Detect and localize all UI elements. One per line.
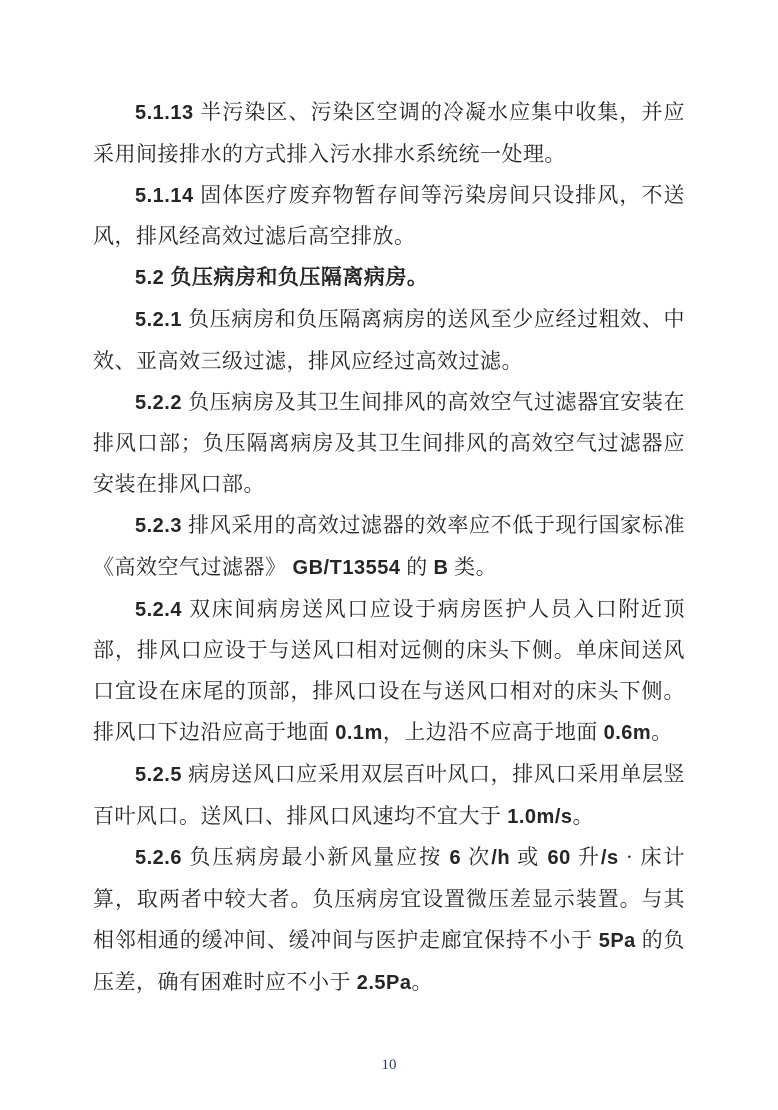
latin-number-run: 5.2.4 [135,598,190,621]
chinese-text-run: 。 [572,803,595,828]
chinese-text-run: 排风采用的高效过滤器的效率应不低于现行国家标准《高效空气过滤器》 [93,512,686,579]
paragraph [93,837,685,1003]
latin-number-run: 2.5Pa [356,971,412,994]
paragraph [93,505,685,589]
chinese-text-run: 的 [400,554,434,579]
latin-number-run: 5.1.14 [135,184,201,207]
chinese-text-run: 固体医疗废弃物暂存间等污染房间只设排风，不送风，排风经高效过滤后高空排放。 [93,182,686,249]
latin-number-run: 60 [547,847,571,870]
chinese-text-run: 负压病房及其卫生间排风的高效空气过滤器宜安装在排风口部；负压隔离病房及其卫生间排风的高效空气过滤器应安装在排风口部。 [93,389,686,497]
chinese-text-run: 负压病房最小新风量应按 [189,845,450,870]
chinese-text-run: 的负压差，确有困难时应不小于 [93,927,686,994]
latin-number-run: 5.2.2 [135,391,189,414]
latin-number-run: 6 [449,847,462,870]
chinese-text-run: 。 [411,969,434,994]
document-body [93,92,685,1004]
chinese-text-run: · 床计算，取两者中较大者。负压病房宜设置微压差显示装置。与其相邻相通的缓冲间、缓冲间与医护走廊宜保持不小于 [93,845,686,952]
paragraph [93,589,685,754]
paragraph [93,299,685,382]
latin-number-run: B [433,556,449,579]
chinese-text-run: 或 [510,845,548,870]
page-number: 10 [381,1057,397,1073]
latin-number-run: 1.0m/s [507,805,573,828]
latin-number-run: /h [491,847,511,870]
latin-number-run: /s [600,847,619,870]
latin-number-run: 5.2.6 [135,847,190,870]
page-footer [0,1056,778,1074]
chinese-text-run: 双床间病房送风口应设于病房医护人员入口附近顶部，排风口应设于与送风口相对远侧的床头下侧。单床间送风口宜设在床尾的顶部，排风口设在与送风口相对的床头下侧。排风口下边沿应高于地面 [93,596,686,744]
latin-number-run: 5.2.1 [135,308,189,331]
chinese-text-run: 。 [651,719,673,744]
chinese-text-run: 半污染区、污染区空调的冷凝水应集中收集，并应采用间接排水的方式排入污水排水系统统一处理。 [93,100,686,166]
chinese-text-run: 负压病房和负压隔离病房。 [170,265,429,290]
latin-number-run: 5.2.3 [135,514,189,537]
latin-number-run: 5.2 [135,267,171,290]
section-heading [93,257,685,299]
chinese-text-run: 升 [570,845,601,870]
latin-number-run: 0.6m [603,721,652,744]
chinese-text-run: 负压病房和负压隔离病房的送风至少应经过粗效、中效、亚高效三级过滤，排风应经过高效过滤。 [93,306,686,373]
paragraph [93,382,685,505]
latin-number-run: 5Pa [598,929,636,952]
paragraph [93,92,685,175]
chinese-text-run: ，上边沿不应高于地面 [382,719,604,744]
chinese-text-run: 病房送风口应采用双层百叶风口，排风口采用单层竖百叶风口。送风口、排风口风速均不宜大于 [93,761,686,828]
latin-number-run: 5.1.13 [135,102,201,124]
latin-number-run: GB/T13554 [286,556,401,579]
chinese-text-run: 次 [461,845,492,870]
latin-number-run: 0.1m [335,721,383,744]
latin-number-run: 5.2.5 [135,763,189,786]
paragraph [93,175,685,258]
chinese-text-run: 类。 [448,554,498,579]
paragraph [93,754,685,838]
